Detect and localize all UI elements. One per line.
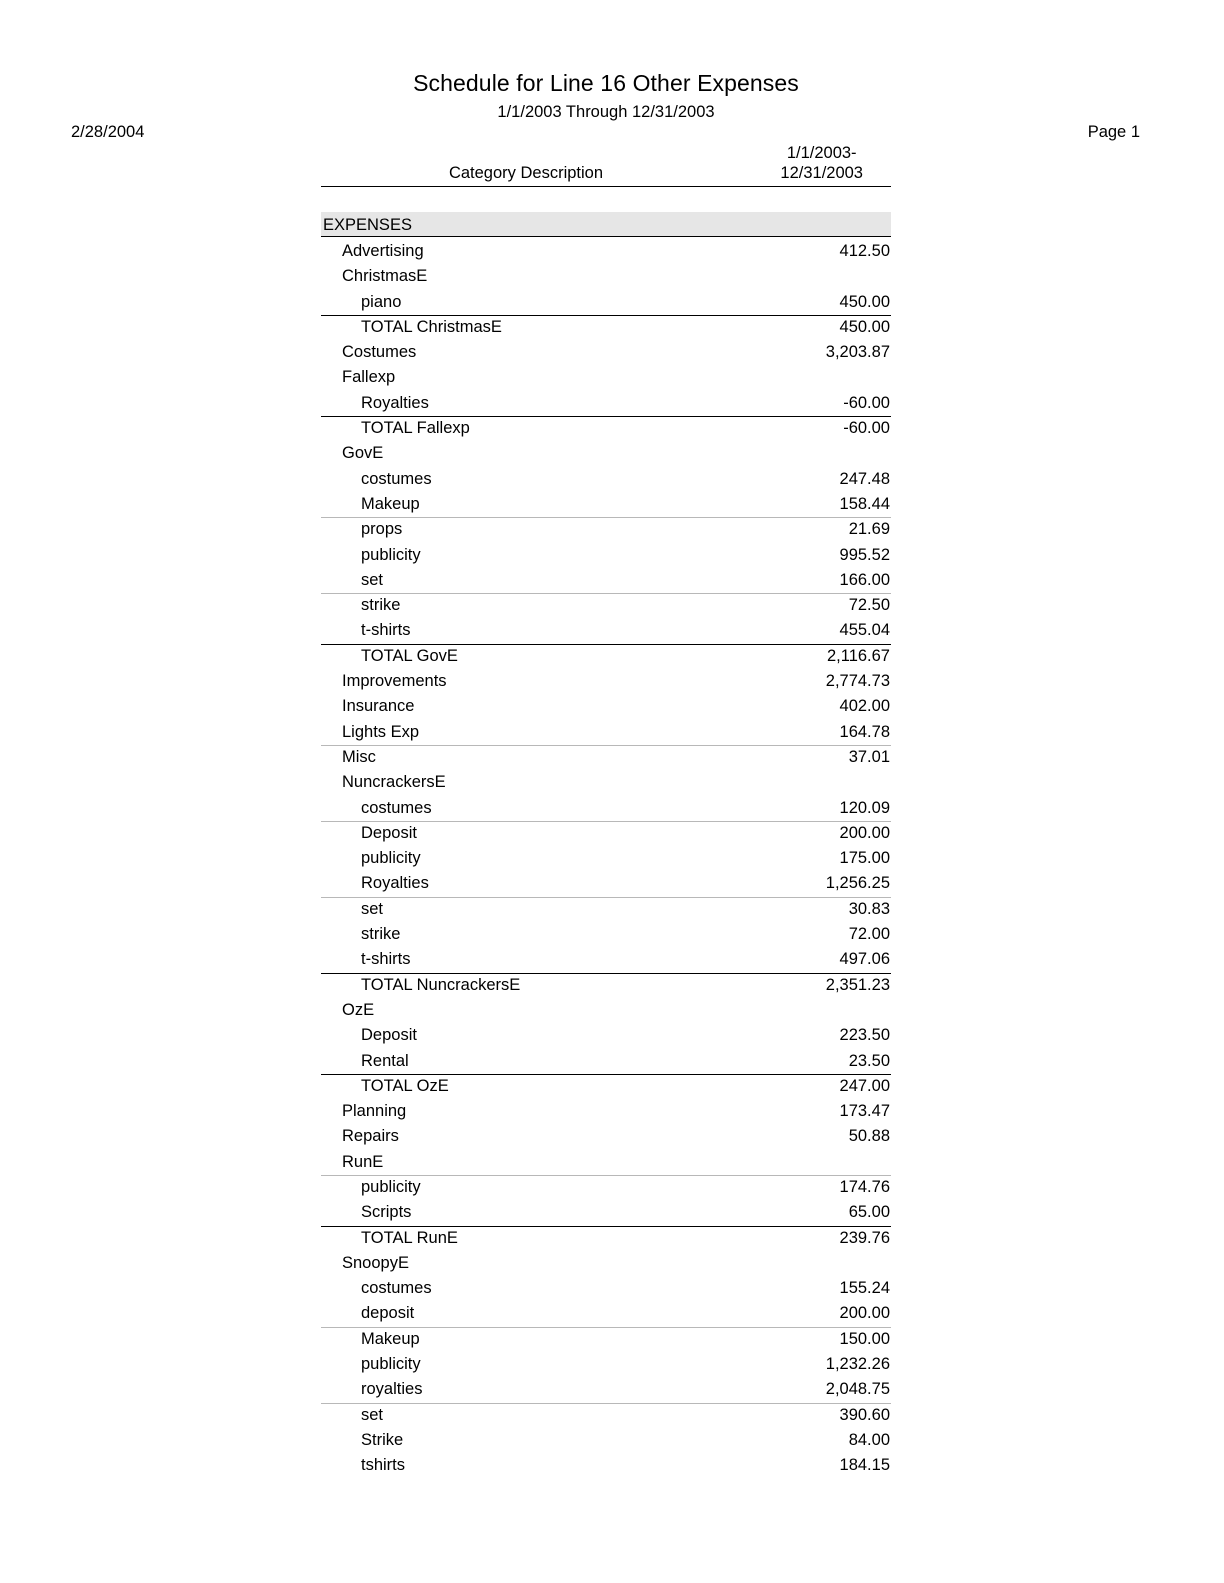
row-amount: 184.15 — [839, 1456, 890, 1475]
row-label: set — [361, 570, 384, 589]
row-amount: 995.52 — [839, 545, 890, 564]
row-label: Strike — [361, 1430, 404, 1449]
row-label: Rental — [361, 1051, 409, 1070]
row-label: TOTAL OzE — [361, 1076, 449, 1095]
row-amount: 72.00 — [848, 925, 890, 944]
column-header-amount-start: 1/1/2003- — [786, 144, 857, 162]
row-label: Costumes — [342, 343, 417, 362]
category-group-row — [321, 1150, 891, 1175]
row-amount: 223.50 — [839, 1026, 890, 1045]
table-row — [321, 1049, 891, 1074]
column-header-amount-end: 12/31/2003 — [780, 164, 863, 182]
row-label: TOTAL Fallexp — [361, 419, 470, 438]
row-label: set — [361, 1405, 384, 1424]
row-label: strike — [361, 596, 401, 615]
row-amount: 72.50 — [848, 596, 890, 615]
table-row — [321, 1200, 891, 1225]
table-row — [321, 618, 891, 643]
table-row — [321, 568, 891, 593]
row-label: costumes — [361, 469, 432, 488]
row-label: Misc — [342, 747, 376, 766]
row-label: Improvements — [342, 672, 447, 691]
table-row — [321, 1453, 891, 1478]
row-amount: 150.00 — [839, 1329, 890, 1348]
table-row — [321, 391, 891, 416]
row-label: strike — [361, 925, 401, 944]
total-row — [321, 1074, 891, 1099]
row-amount: 2,048.75 — [825, 1380, 890, 1399]
row-label: TOTAL GovE — [361, 646, 458, 665]
row-label: NuncrackersE — [342, 773, 446, 792]
row-amount: 23.50 — [848, 1051, 890, 1070]
table-row — [321, 922, 891, 947]
row-amount: -60.00 — [843, 393, 890, 412]
row-label: Lights Exp — [342, 722, 420, 741]
section-label: EXPENSES — [323, 216, 412, 234]
table-row — [321, 1428, 891, 1453]
total-row — [321, 416, 891, 441]
table-row — [321, 669, 891, 694]
row-label: t-shirts — [361, 950, 411, 969]
category-group-row — [321, 264, 891, 289]
row-amount: 2,116.67 — [826, 646, 890, 665]
table-row — [321, 467, 891, 492]
row-label: publicity — [361, 545, 421, 564]
row-label: SnoopyE — [342, 1253, 409, 1272]
table-row — [321, 543, 891, 568]
row-amount: 155.24 — [839, 1279, 890, 1298]
row-amount: 412.50 — [839, 242, 890, 260]
row-amount: 84.00 — [848, 1430, 890, 1449]
row-label: publicity — [361, 1355, 421, 1374]
row-label: Insurance — [342, 697, 415, 716]
row-label: set — [361, 899, 384, 918]
category-group-row — [321, 1251, 891, 1276]
row-label: RunE — [342, 1152, 384, 1171]
table-row — [321, 492, 891, 517]
table-row — [321, 1124, 891, 1149]
print-date: 2/28/2004 — [71, 123, 145, 141]
row-amount: 390.60 — [839, 1405, 890, 1424]
row-label: tshirts — [361, 1456, 406, 1475]
row-label: TOTAL ChristmasE — [361, 317, 502, 336]
row-label: Makeup — [361, 494, 420, 513]
table-row — [321, 1023, 891, 1048]
row-label: publicity — [361, 1177, 421, 1196]
row-label: Planning — [342, 1102, 407, 1121]
table-row — [321, 239, 891, 264]
row-amount: 1,256.25 — [825, 874, 890, 893]
row-amount: 175.00 — [839, 849, 890, 868]
column-header — [321, 143, 891, 187]
report-title: Schedule for Line 16 Other Expenses — [413, 70, 799, 96]
row-label: Deposit — [361, 823, 417, 842]
row-amount: 65.00 — [848, 1203, 890, 1222]
expense-rows — [321, 239, 891, 1479]
row-amount: 450.00 — [839, 292, 890, 311]
row-label: t-shirts — [361, 621, 411, 640]
table-row — [321, 796, 891, 821]
row-label: Fallexp — [342, 368, 396, 387]
category-group-row — [321, 770, 891, 795]
report-date-range: 1/1/2003 Through 12/31/2003 — [497, 103, 715, 121]
row-amount: 450.00 — [839, 317, 890, 336]
category-group-row — [321, 998, 891, 1023]
section-header-expenses — [321, 212, 891, 237]
row-amount: 200.00 — [839, 1304, 890, 1323]
row-label: OzE — [342, 1000, 375, 1019]
table-row — [321, 871, 891, 896]
row-amount: 239.76 — [839, 1228, 890, 1247]
page-number: Page 1 — [1087, 123, 1140, 141]
row-amount: 2,774.73 — [825, 672, 890, 691]
row-amount: 200.00 — [839, 823, 890, 842]
table-row — [321, 1377, 891, 1402]
table-row — [321, 821, 891, 846]
row-amount: 120.09 — [839, 798, 890, 817]
row-amount: 402.00 — [839, 697, 890, 716]
table-row — [321, 1352, 891, 1377]
row-amount: 497.06 — [839, 950, 890, 969]
table-row — [321, 593, 891, 618]
row-amount: 166.00 — [839, 570, 890, 589]
category-group-row — [321, 441, 891, 466]
row-label: Repairs — [342, 1127, 399, 1146]
total-row — [321, 973, 891, 998]
row-amount: 455.04 — [839, 621, 890, 640]
row-label: TOTAL RunE — [361, 1228, 458, 1247]
row-label: Advertising — [342, 242, 424, 260]
row-label: props — [361, 520, 403, 539]
row-amount: 174.76 — [839, 1177, 890, 1196]
row-amount: 30.83 — [848, 899, 890, 918]
row-amount: 50.88 — [848, 1127, 890, 1146]
table-row — [321, 1099, 891, 1124]
row-label: TOTAL NuncrackersE — [361, 975, 521, 994]
table-row — [321, 694, 891, 719]
row-amount: 21.69 — [848, 520, 890, 539]
row-label: piano — [361, 292, 402, 311]
row-label: Royalties — [361, 393, 429, 412]
table-row — [321, 947, 891, 972]
row-label: royalties — [361, 1380, 423, 1399]
row-amount: -60.00 — [843, 419, 890, 438]
table-row — [321, 1175, 891, 1200]
table-row — [321, 340, 891, 365]
row-label: publicity — [361, 849, 421, 868]
row-label: deposit — [361, 1304, 415, 1323]
row-label: costumes — [361, 798, 432, 817]
row-amount: 3,203.87 — [825, 343, 890, 362]
row-label: costumes — [361, 1279, 432, 1298]
table-row — [321, 745, 891, 770]
table-row — [321, 290, 891, 315]
row-label: GovE — [342, 444, 384, 463]
column-header-description: Category Description — [448, 164, 604, 182]
row-amount: 1,232.26 — [825, 1355, 890, 1374]
row-amount: 158.44 — [839, 494, 890, 513]
row-label: Deposit — [361, 1026, 417, 1045]
table-row — [321, 1276, 891, 1301]
row-amount: 37.01 — [848, 747, 890, 766]
table-row — [321, 1327, 891, 1352]
row-label: Royalties — [361, 874, 429, 893]
row-label: Scripts — [361, 1203, 412, 1222]
total-row — [321, 315, 891, 340]
table-row — [321, 1403, 891, 1428]
table-row — [321, 517, 891, 542]
row-amount: 164.78 — [839, 722, 890, 741]
category-group-row — [321, 365, 891, 390]
total-row — [321, 644, 891, 669]
row-label: Makeup — [361, 1329, 420, 1348]
table-row — [321, 1301, 891, 1326]
row-amount: 247.48 — [839, 469, 890, 488]
total-row — [321, 1226, 891, 1251]
column-header-amount — [780, 143, 863, 183]
table-row — [321, 720, 891, 745]
row-amount: 247.00 — [839, 1076, 890, 1095]
table-row — [321, 846, 891, 871]
row-amount: 173.47 — [839, 1102, 890, 1121]
row-label: ChristmasE — [342, 267, 428, 286]
table-row — [321, 897, 891, 922]
row-amount: 2,351.23 — [825, 975, 890, 994]
